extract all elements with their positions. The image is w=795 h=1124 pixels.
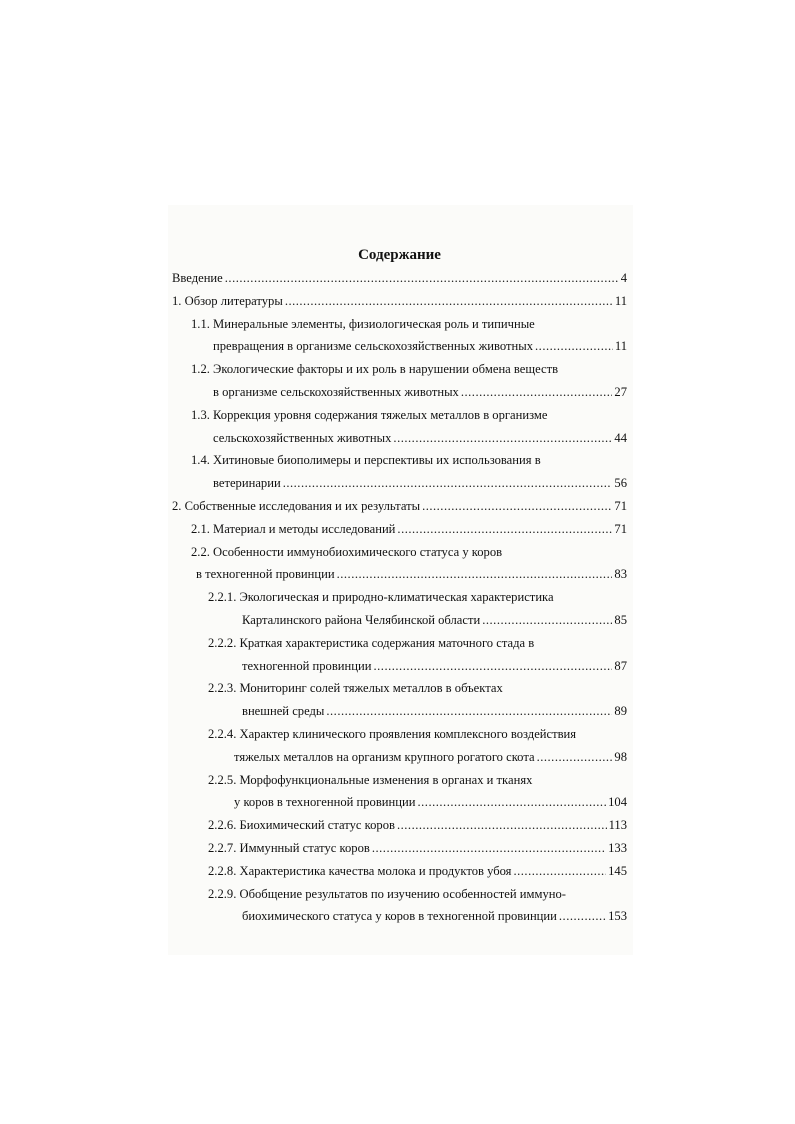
dot-leader — [393, 427, 612, 450]
toc-entry[interactable] — [172, 860, 627, 883]
toc-entry-text: 2.2.5. Морфофункциональные изменения в органах и тканях — [208, 772, 533, 787]
dot-leader — [559, 905, 606, 928]
toc-entry[interactable] — [172, 518, 627, 541]
toc-entry[interactable] — [172, 723, 627, 769]
toc-entry-text: у коров в техногенной провинции — [234, 795, 416, 810]
toc-entry-text: 1.1. Минеральные элементы, физиологическая роль и типичные — [191, 316, 535, 331]
table-of-contents — [172, 244, 627, 928]
toc-entry-text: 1.3. Коррекция уровня содержания тяжелых металлов в организме — [191, 407, 548, 422]
toc-page-number: 71 — [614, 498, 627, 513]
toc-entry[interactable] — [172, 837, 627, 860]
toc-entry-text: сельскохозяйственных животных — [213, 430, 392, 445]
toc-page-number: 153 — [608, 909, 627, 924]
toc-page-number: 133 — [608, 840, 627, 855]
dot-leader — [461, 381, 613, 404]
dot-leader — [372, 837, 606, 860]
toc-entry-text: ветеринарии — [213, 476, 281, 491]
dot-leader — [482, 609, 612, 632]
toc-page-number: 113 — [608, 818, 627, 833]
dot-leader — [513, 860, 606, 883]
toc-page-number: 44 — [614, 430, 627, 445]
toc-entry-text: 2.2.2. Краткая характеристика содержания маточного стада в — [208, 635, 535, 650]
dot-leader — [422, 495, 612, 518]
toc-entry[interactable] — [172, 313, 627, 359]
toc-entry[interactable] — [172, 541, 627, 587]
toc-entry-text: биохимического статуса у коров в техногенной провинции — [242, 909, 557, 924]
toc-entry-text: в организме сельскохозяйственных животных — [213, 384, 459, 399]
dot-leader — [374, 655, 613, 678]
toc-entry[interactable] — [172, 495, 627, 518]
toc-entry[interactable] — [172, 883, 627, 929]
toc-entry[interactable] — [172, 290, 627, 313]
toc-entry[interactable] — [172, 769, 627, 815]
toc-entry-text: в техногенной провинции — [196, 567, 335, 582]
dot-leader — [537, 746, 613, 769]
toc-page-number: 27 — [614, 384, 627, 399]
toc-page-number: 71 — [614, 521, 627, 536]
toc-page-number: 83 — [614, 567, 627, 582]
toc-entry-text: 2.1. Материал и методы исследований — [191, 521, 396, 536]
toc-entry-text: 2.2.7. Иммунный статус коров — [208, 840, 370, 855]
toc-entry-text: 2. Собственные исследования и их результаты — [172, 498, 421, 513]
dot-leader — [397, 814, 607, 837]
toc-entry[interactable] — [172, 358, 627, 404]
toc-page-number: 145 — [608, 863, 627, 878]
toc-page-number: 85 — [614, 612, 627, 627]
toc-page-number: 56 — [614, 476, 627, 491]
toc-entry-text: 2.2.9. Обобщение результатов по изучению особенностей иммуно- — [208, 886, 566, 901]
dot-leader — [225, 267, 619, 290]
toc-page-number: 4 — [620, 271, 627, 285]
toc-entry[interactable] — [172, 404, 627, 450]
toc-page-number: 87 — [614, 658, 627, 673]
toc-entry[interactable] — [172, 267, 627, 290]
toc-page-number: 11 — [614, 339, 627, 354]
toc-entry[interactable] — [172, 449, 627, 495]
toc-entry-text: 1. Обзор литературы — [172, 293, 283, 308]
toc-entry-text: Введение — [172, 271, 223, 285]
toc-entry-text: 2.2.4. Характер клинического проявления комплексного воздействия — [208, 726, 577, 741]
toc-page-number: 11 — [614, 293, 627, 308]
dot-leader — [326, 700, 612, 723]
toc-entry-text: 1.2. Экологические факторы и их роль в нарушении обмена веществ — [191, 362, 559, 377]
dot-leader — [397, 518, 612, 541]
toc-entry-text: тяжелых металлов на организм крупного рогатого скота — [234, 749, 535, 764]
dot-leader — [285, 290, 613, 313]
dot-leader — [418, 791, 607, 814]
toc-entry-text: 2.2.6. Биохимический статус коров — [208, 818, 395, 833]
toc-entry-text: Карталинского района Челябинской области — [242, 612, 481, 627]
dot-leader — [283, 472, 613, 495]
toc-entry-text: внешней среды — [242, 704, 325, 719]
dot-leader — [535, 335, 613, 358]
toc-page-number: 98 — [614, 749, 627, 764]
dot-leader — [337, 563, 613, 586]
toc-entry[interactable] — [172, 814, 627, 837]
toc-entry[interactable] — [172, 632, 627, 678]
toc-page-number: 104 — [608, 795, 627, 810]
toc-page-number: 89 — [614, 704, 627, 719]
toc-entry[interactable] — [172, 677, 627, 723]
toc-entry-text: 2.2.1. Экологическая и природно-климатическая характеристика — [208, 590, 554, 605]
toc-entry-text: техногенной провинции — [242, 658, 372, 673]
toc-entry[interactable] — [172, 586, 627, 632]
page-title: Содержание — [358, 247, 441, 263]
toc-entry-text: 1.4. Хитиновые биополимеры и перспективы их использования в — [191, 453, 541, 468]
toc-entry-text: 2.2.3. Мониторинг солей тяжелых металлов в объектах — [208, 681, 503, 696]
toc-entry-text: 2.2. Особенности иммунобиохимического статуса у коров — [191, 544, 503, 559]
toc-entry-text: 2.2.8. Характеристика качества молока и продуктов убоя — [208, 863, 512, 878]
toc-entry-text: превращения в организме сельскохозяйственных животных — [213, 339, 534, 354]
